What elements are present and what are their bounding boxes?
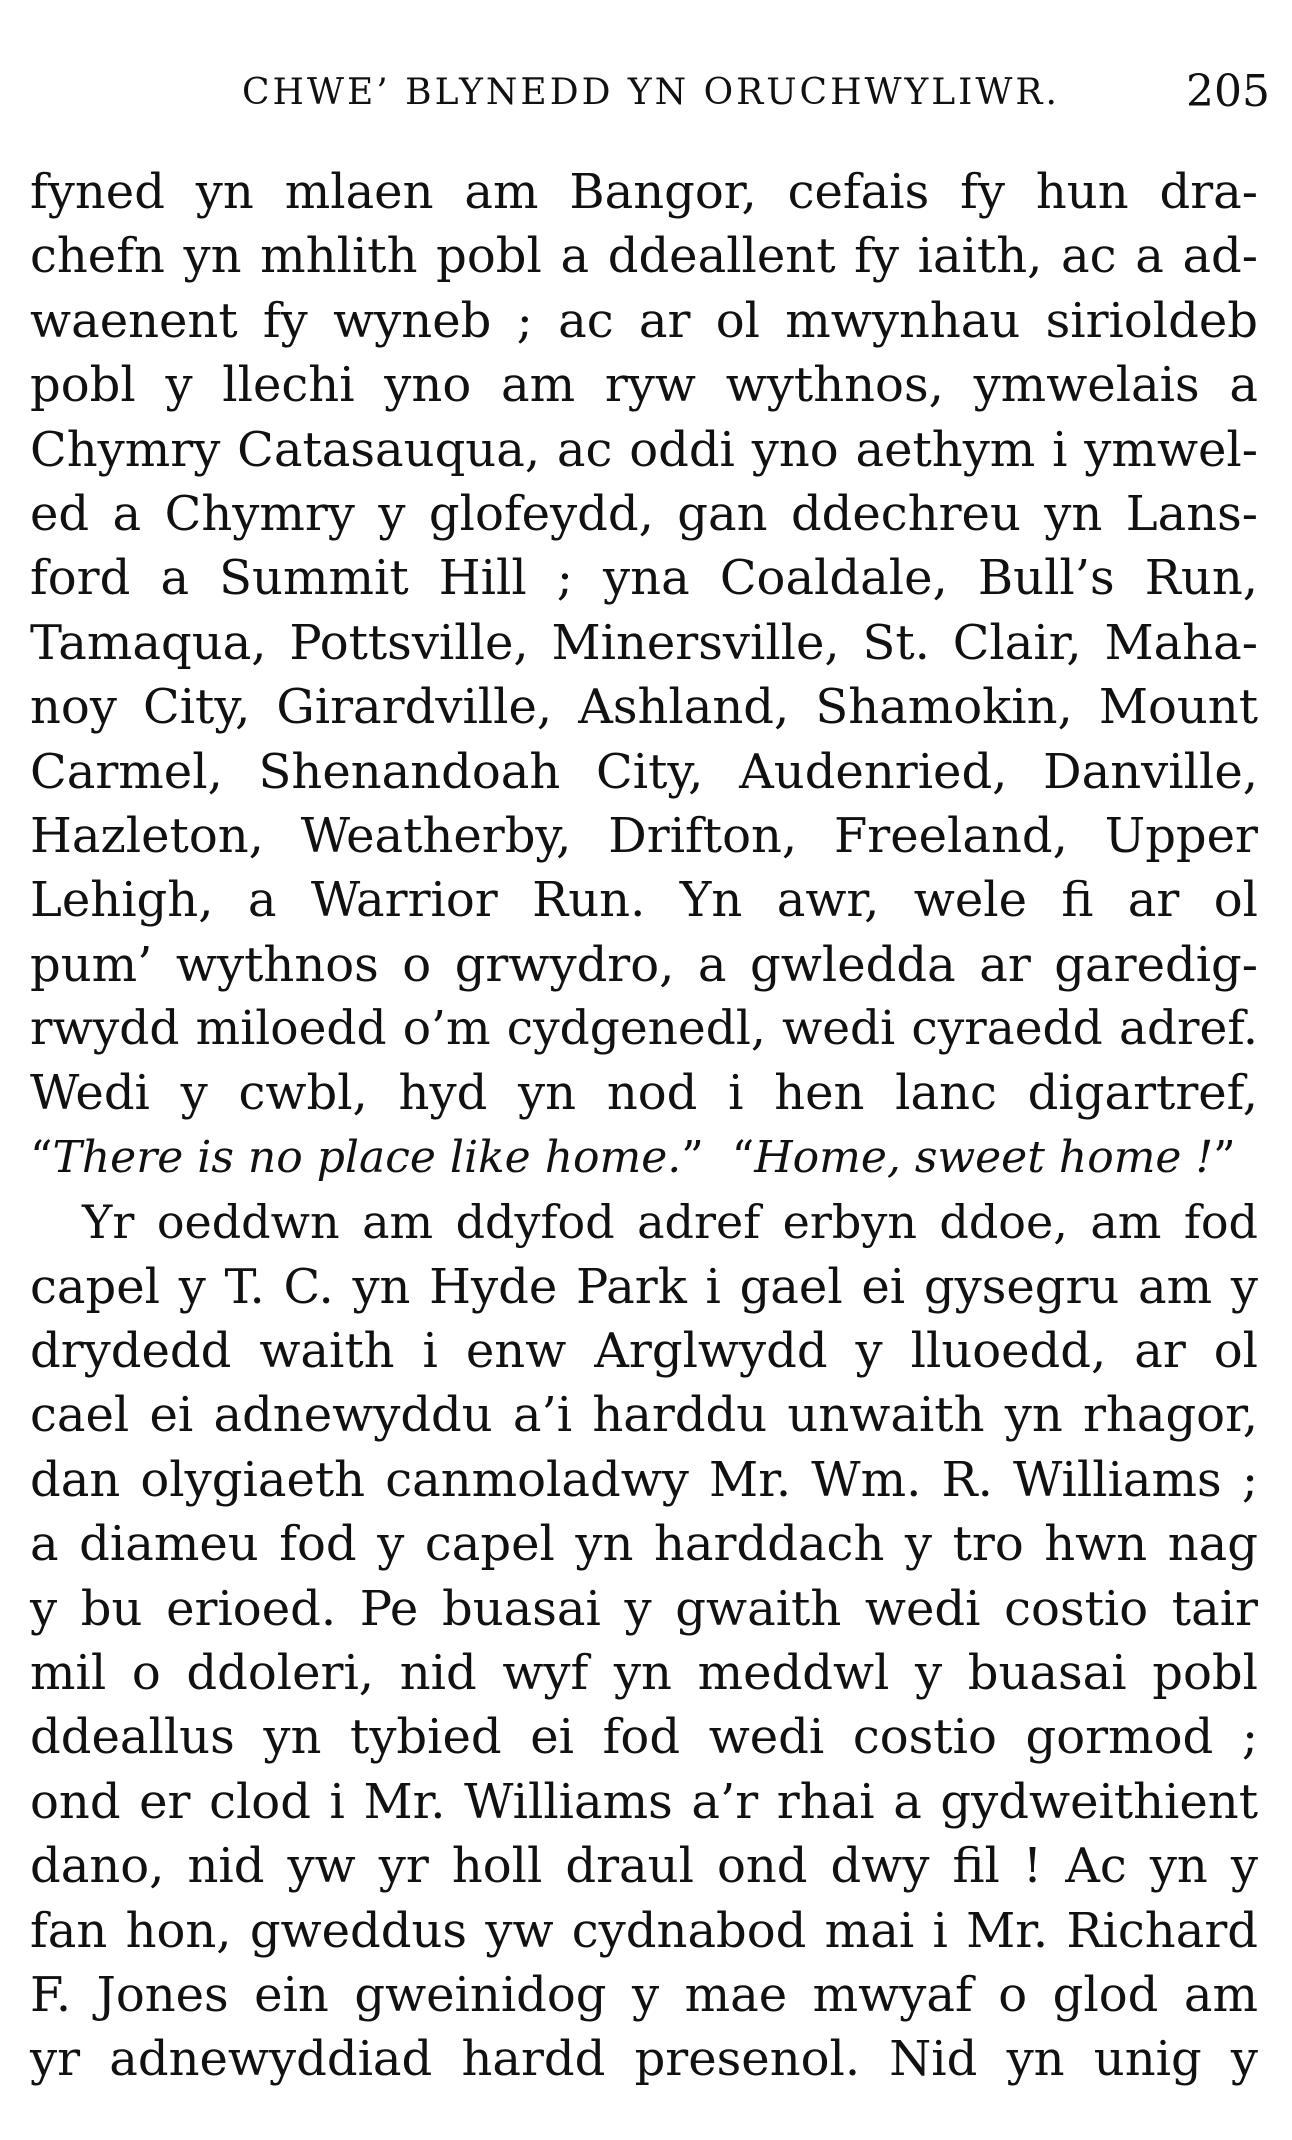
text-line: pobl y llechi yno am ryw wythnos, ymwelais a — [30, 357, 1258, 414]
text-line: Hazleton, Weatherby, Drifton, Freeland, Upper — [30, 807, 1258, 864]
body-text — [30, 160, 1258, 2092]
text-line: Yr oeddwn am ddyfod adref erbyn ddoe, am fod — [82, 1195, 1258, 1250]
text-line: ed a Chymry y glofeydd, gan ddechreu yn Lans- — [30, 485, 1258, 542]
text-line: fyned yn mlaen am Bangor, cefais fy hun dra- — [30, 164, 1258, 220]
page-number: 205 — [1186, 66, 1270, 117]
text-line: dan olygiaeth canmoladwy Mr. Wm. R. Williams ; — [30, 1451, 1258, 1508]
open-quote: “ — [30, 1131, 53, 1183]
text-line: Wedi y cwbl, hyd yn nod i hen lanc digartref, — [30, 1065, 1258, 1122]
running-title: CHWE’ BLYNEDD YN ORUCHWYLIWR. — [242, 72, 1060, 113]
text-line: Carmel, Shenandoah City, Audenried, Danville, — [30, 743, 1258, 800]
text-line: F. Jones ein gweinidog y mae mwyaf o glod am — [30, 1966, 1258, 2023]
text-line: ond er clod i Mr. Williams a’r rhai a gydweithient — [30, 1773, 1258, 1830]
text-line: Lehigh, a Warrior Run. Yn awr, wele fi ar ol — [30, 872, 1258, 929]
page-header — [30, 66, 1270, 132]
text-line: y bu erioed. Pe buasai y gwaith wedi costio tair — [30, 1580, 1258, 1637]
paragraph — [30, 160, 1258, 1190]
text-line: rwydd miloedd o’m cydgenedl, wedi cyraedd adref. — [30, 1001, 1258, 1057]
text-line: drydedd waith i enw Arglwydd y lluoedd, ar ol — [30, 1323, 1258, 1380]
paragraph — [30, 1190, 1258, 2091]
text-line: yr adnewyddiad hardd presenol. Nid yn unig y — [30, 2031, 1258, 2088]
text-line: waenent fy wyneb ; ac ar ol mwynhau sirioldeb — [30, 292, 1258, 349]
text-line: dano, nid yw yr holl draul ond dwy fil ! Ac yn y — [30, 1838, 1258, 1895]
text-line: noy City, Girardville, Ashland, Shamokin, Mount — [30, 679, 1258, 736]
italic-quotation: Home, sweet home ! — [754, 1131, 1214, 1183]
text-line: cael ei adnewyddu a’i harddu unwaith yn rhagor, — [30, 1387, 1258, 1444]
text-line: a diameu fod y capel yn harddach y tro hwn nag — [30, 1516, 1258, 1573]
close-quote: ” — [1213, 1131, 1236, 1183]
text-line: ford a Summit Hill ; yna Coaldale, Bull’s Run, — [30, 550, 1258, 607]
text-line: Tamaqua, Pottsville, Minersville, St. Clair, Maha- — [30, 614, 1258, 671]
text-line: mil o ddoleri, nid wyf yn meddwl y buasai pobl — [30, 1644, 1258, 1701]
text-line: ddeallus yn tybied ei fod wedi costio gormod ; — [30, 1709, 1258, 1766]
quotation-line — [30, 1126, 1258, 1190]
italic-quotation: There is no place like home. — [52, 1131, 682, 1183]
text-line: Chymry Catasauqua, ac oddi yno aethym i ymwel- — [30, 421, 1258, 478]
text-line: capel y T. C. yn Hyde Park i gael ei gysegru am y — [30, 1258, 1258, 1315]
open-quote: “ — [731, 1131, 755, 1183]
close-quote: ” — [681, 1131, 704, 1183]
text-line: fan hon, gweddus yw cydnabod mai i Mr. Richard — [30, 1902, 1258, 1959]
text-line: pum’ wythnos o grwydro, a gwledda ar garedig- — [30, 936, 1258, 993]
text-line: chefn yn mhlith pobl a ddeallent fy iaith, ac a ad- — [30, 228, 1258, 285]
